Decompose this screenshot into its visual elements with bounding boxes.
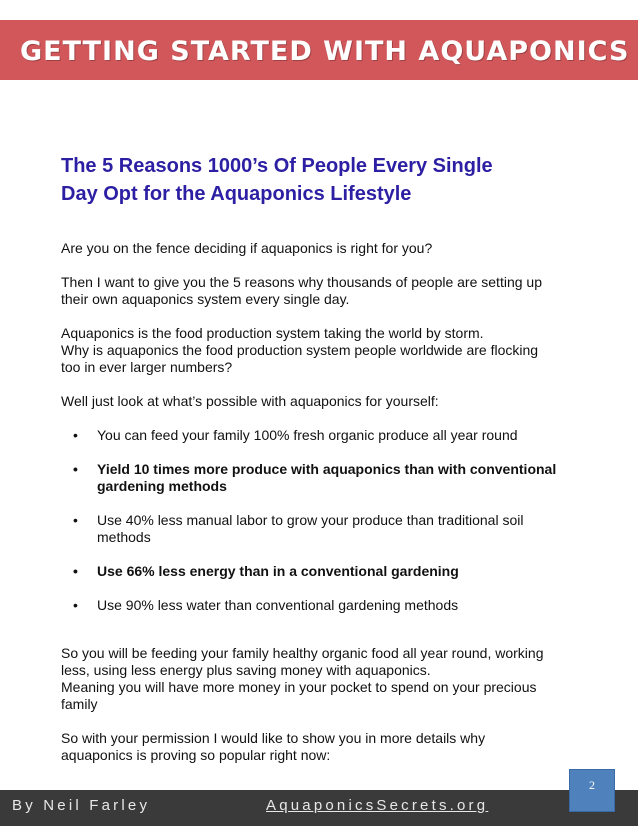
paragraph-line: family xyxy=(61,696,98,712)
banner-title: GETTING STARTED WITH AQUAPONICS xyxy=(20,36,630,67)
paragraph-line: Well just look at what’s possible with aquaponics for yourself: xyxy=(61,393,439,409)
heading-line: The 5 Reasons 1000’s Of People Every Single xyxy=(61,155,493,177)
benefit-item xyxy=(61,512,581,546)
closing-paragraph xyxy=(61,645,581,713)
page-number-box xyxy=(569,769,615,812)
intro-paragraph xyxy=(61,393,581,410)
benefit-item xyxy=(61,563,581,580)
page-content xyxy=(61,152,581,781)
footer-site-link[interactable]: AquaponicsSecrets.org xyxy=(266,797,489,814)
bullet-line: • Yield 10 times more produce with aquaponics than with conventional xyxy=(97,461,557,477)
benefits-list xyxy=(61,427,581,614)
paragraph-line: too in ever larger numbers? xyxy=(61,359,233,375)
paragraph-line: Are you on the fence deciding if aquaponics is right for you? xyxy=(61,240,433,256)
paragraph-line: So with your permission I would like to show you in more details why xyxy=(61,730,486,746)
intro-paragraph xyxy=(61,274,581,308)
paragraph-line: aquaponics is proving so popular right now: xyxy=(61,747,331,763)
paragraph-line: Meaning you will have more money in your pocket to spend on your precious xyxy=(61,679,537,695)
paragraph-line: their own aquaponics system every single day. xyxy=(61,291,350,307)
paragraph-line: Aquaponics is the food production system taking the world by storm. xyxy=(61,325,484,341)
heading-line: Day Opt for the Aquaponics Lifestyle xyxy=(61,183,412,205)
page-footer xyxy=(0,790,638,826)
bullet-line: • Use 40% less manual labor to grow your produce than traditional soil xyxy=(97,512,524,528)
paragraph-line: Then I want to give you the 5 reasons why thousands of people are setting up xyxy=(61,274,542,290)
intro-paragraph xyxy=(61,240,581,257)
benefit-item xyxy=(61,427,581,444)
bullet-line: • You can feed your family 100% fresh organic produce all year round xyxy=(97,427,518,443)
paragraph-line: Why is aquaponics the food production system people worldwide are flocking xyxy=(61,342,539,358)
footer-author: By Neil Farley xyxy=(12,797,151,814)
bullet-line: methods xyxy=(97,529,151,545)
benefit-item xyxy=(61,461,581,495)
paragraph-line: So you will be feeding your family healthy organic food all year round, working xyxy=(61,645,544,661)
intro-paragraph xyxy=(61,325,581,376)
article-heading xyxy=(61,152,581,208)
header-banner xyxy=(0,20,638,80)
bullet-line: gardening methods xyxy=(97,478,227,494)
closing-paragraph xyxy=(61,730,581,764)
bullet-line: • Use 90% less water than conventional gardening methods xyxy=(97,597,459,613)
bullet-line: • Use 66% less energy than in a conventional gardening xyxy=(97,563,459,579)
page-number: 2 xyxy=(589,778,595,792)
benefit-item xyxy=(61,597,581,614)
paragraph-line: less, using less energy plus saving money with aquaponics. xyxy=(61,662,431,678)
